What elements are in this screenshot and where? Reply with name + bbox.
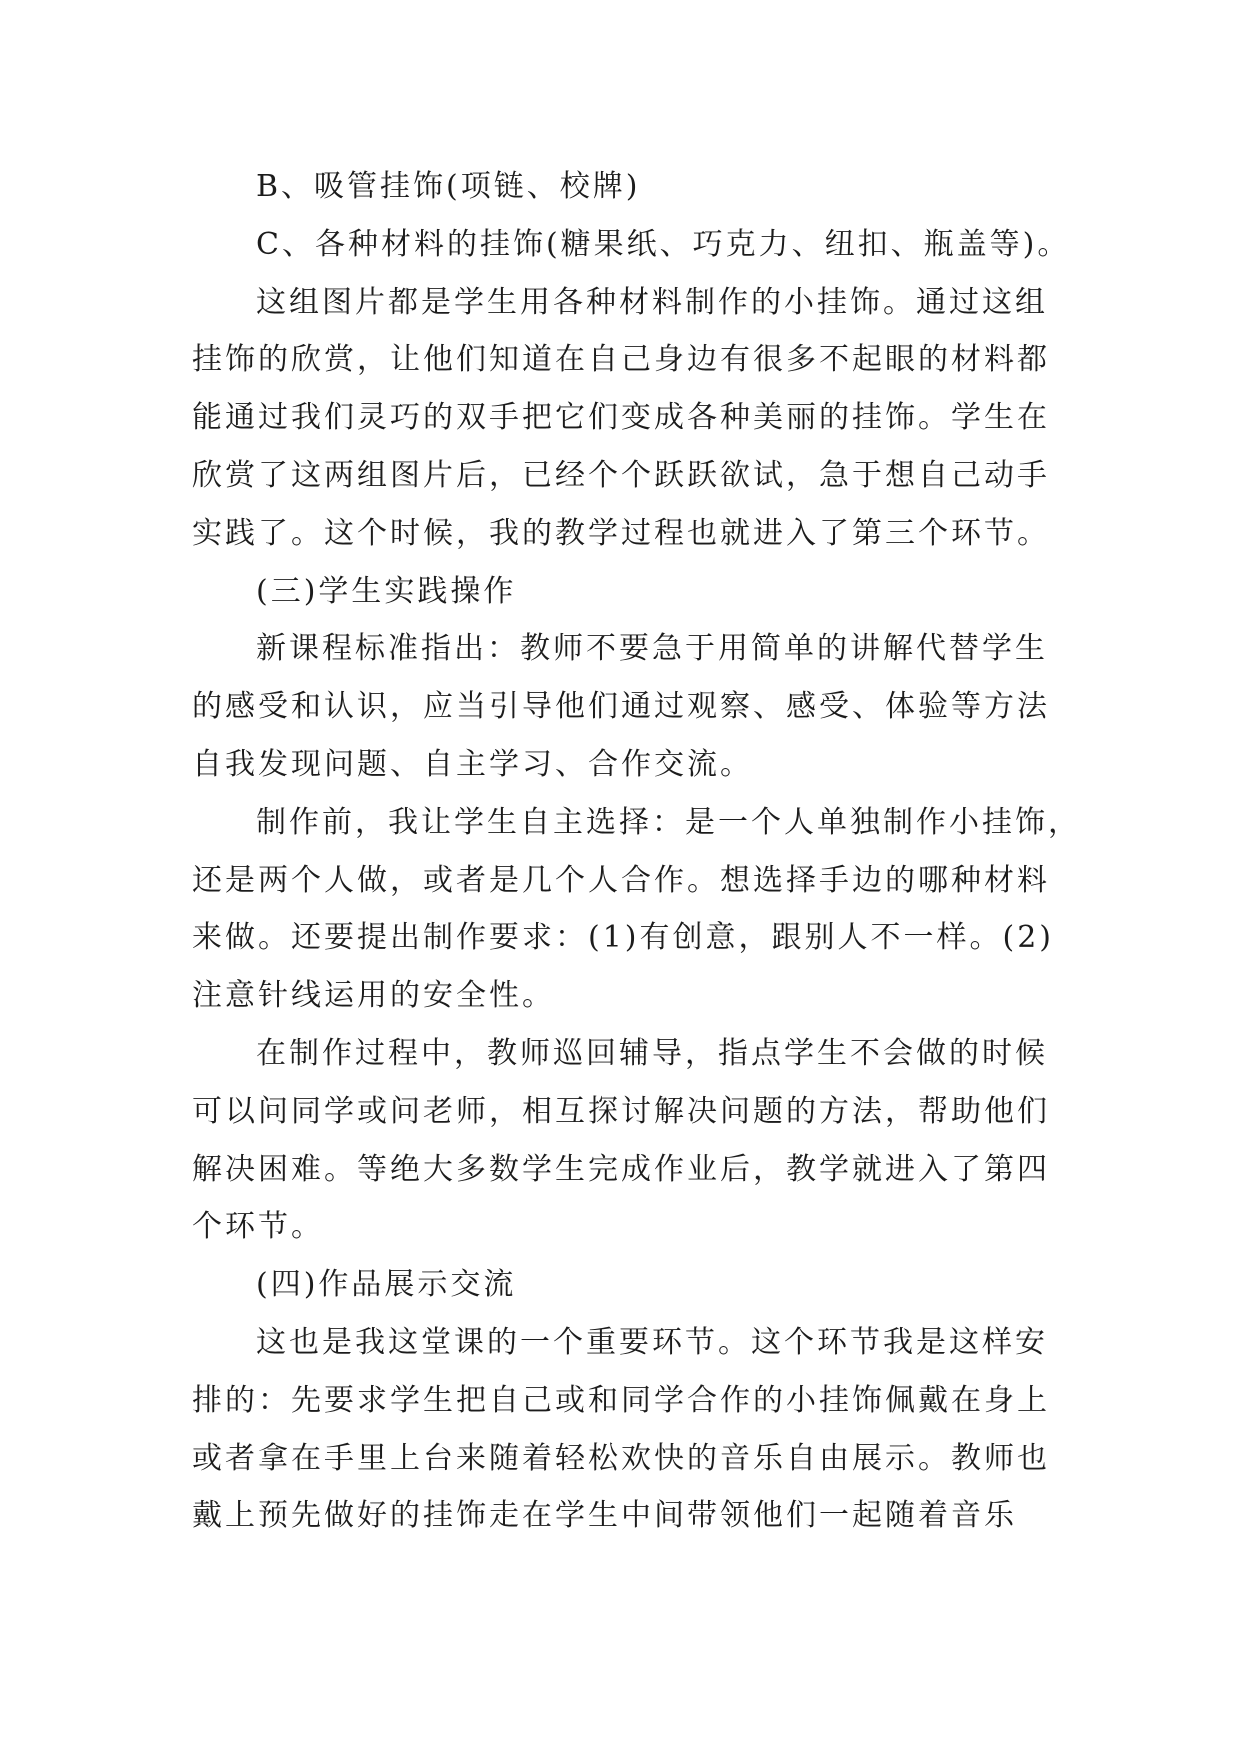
paragraph-during-making <box>192 1025 1072 1256</box>
text-line: 戴上预先做好的挂饰走在学生中间带领他们一起随着音乐 <box>192 1498 1017 1534</box>
text-line: 可以问同学或问老师，相互探讨解决问题的方法，帮助他们 <box>192 1093 1050 1129</box>
section-heading-4 <box>192 1256 1072 1314</box>
text-line: 制作前，我让学生自主选择：是一个人单独制作小挂饰， <box>256 804 1081 840</box>
document-body <box>192 158 1081 1545</box>
text-line: 注意针线运用的安全性。 <box>192 978 555 1014</box>
text-line: 欣赏了这两组图片后，已经个个跃跃欲试，急于想自己动手 <box>192 457 1050 493</box>
paragraph-before-making <box>192 794 1081 1025</box>
paragraph-curriculum-standard <box>192 620 1072 793</box>
section-heading-3 <box>192 563 1072 621</box>
text-line: 能通过我们灵巧的双手把它们变成各种美丽的挂饰。学生在 <box>192 400 1050 436</box>
text-line: 排的：先要求学生把自己或和同学合作的小挂饰佩戴在身上 <box>192 1382 1050 1418</box>
text-line: 的感受和认识，应当引导他们通过观察、感受、体验等方法 <box>192 689 1050 725</box>
text-line: 挂饰的欣赏，让他们知道在自己身边有很多不起眼的材料都 <box>192 342 1050 378</box>
text-line: 这也是我这堂课的一个重要环节。这个环节我是这样安 <box>256 1324 1048 1360</box>
text-line: 还是两个人做，或者是几个人合作。想选择手边的哪种材料 <box>192 862 1050 898</box>
paragraph-showcase <box>192 1314 1072 1545</box>
text-line: C、各种材料的挂饰(糖果纸、巧克力、纽扣、瓶盖等)。 <box>256 226 1071 262</box>
text-line: (四)作品展示交流 <box>256 1267 517 1303</box>
text-line: 自我发现问题、自主学习、合作交流。 <box>192 746 753 782</box>
paragraph-list-item-b <box>192 158 1072 216</box>
text-line: 个环节。 <box>192 1209 324 1245</box>
paragraph-list-item-c <box>192 216 1072 274</box>
text-line: 这组图片都是学生用各种材料制作的小挂饰。通过这组 <box>256 284 1048 320</box>
text-line: 实践了。这个时候，我的教学过程也就进入了第三个环节。 <box>192 515 1050 551</box>
text-line: B、吸管挂饰(项链、校牌) <box>256 169 641 204</box>
text-line: 解决困难。等绝大多数学生完成作业后，教学就进入了第四 <box>192 1151 1050 1187</box>
text-line: 来做。还要提出制作要求：(1)有创意，跟别人不一样。(2) <box>192 920 1054 956</box>
text-line: 新课程标准指出：教师不要急于用简单的讲解代替学生 <box>256 631 1048 667</box>
text-line: 或者拿在手里上台来随着轻松欢快的音乐自由展示。教师也 <box>192 1440 1050 1476</box>
paragraph-image-description <box>192 274 1072 563</box>
text-line: 在制作过程中，教师巡回辅导，指点学生不会做的时候 <box>256 1035 1048 1071</box>
text-line: (三)学生实践操作 <box>256 573 517 609</box>
